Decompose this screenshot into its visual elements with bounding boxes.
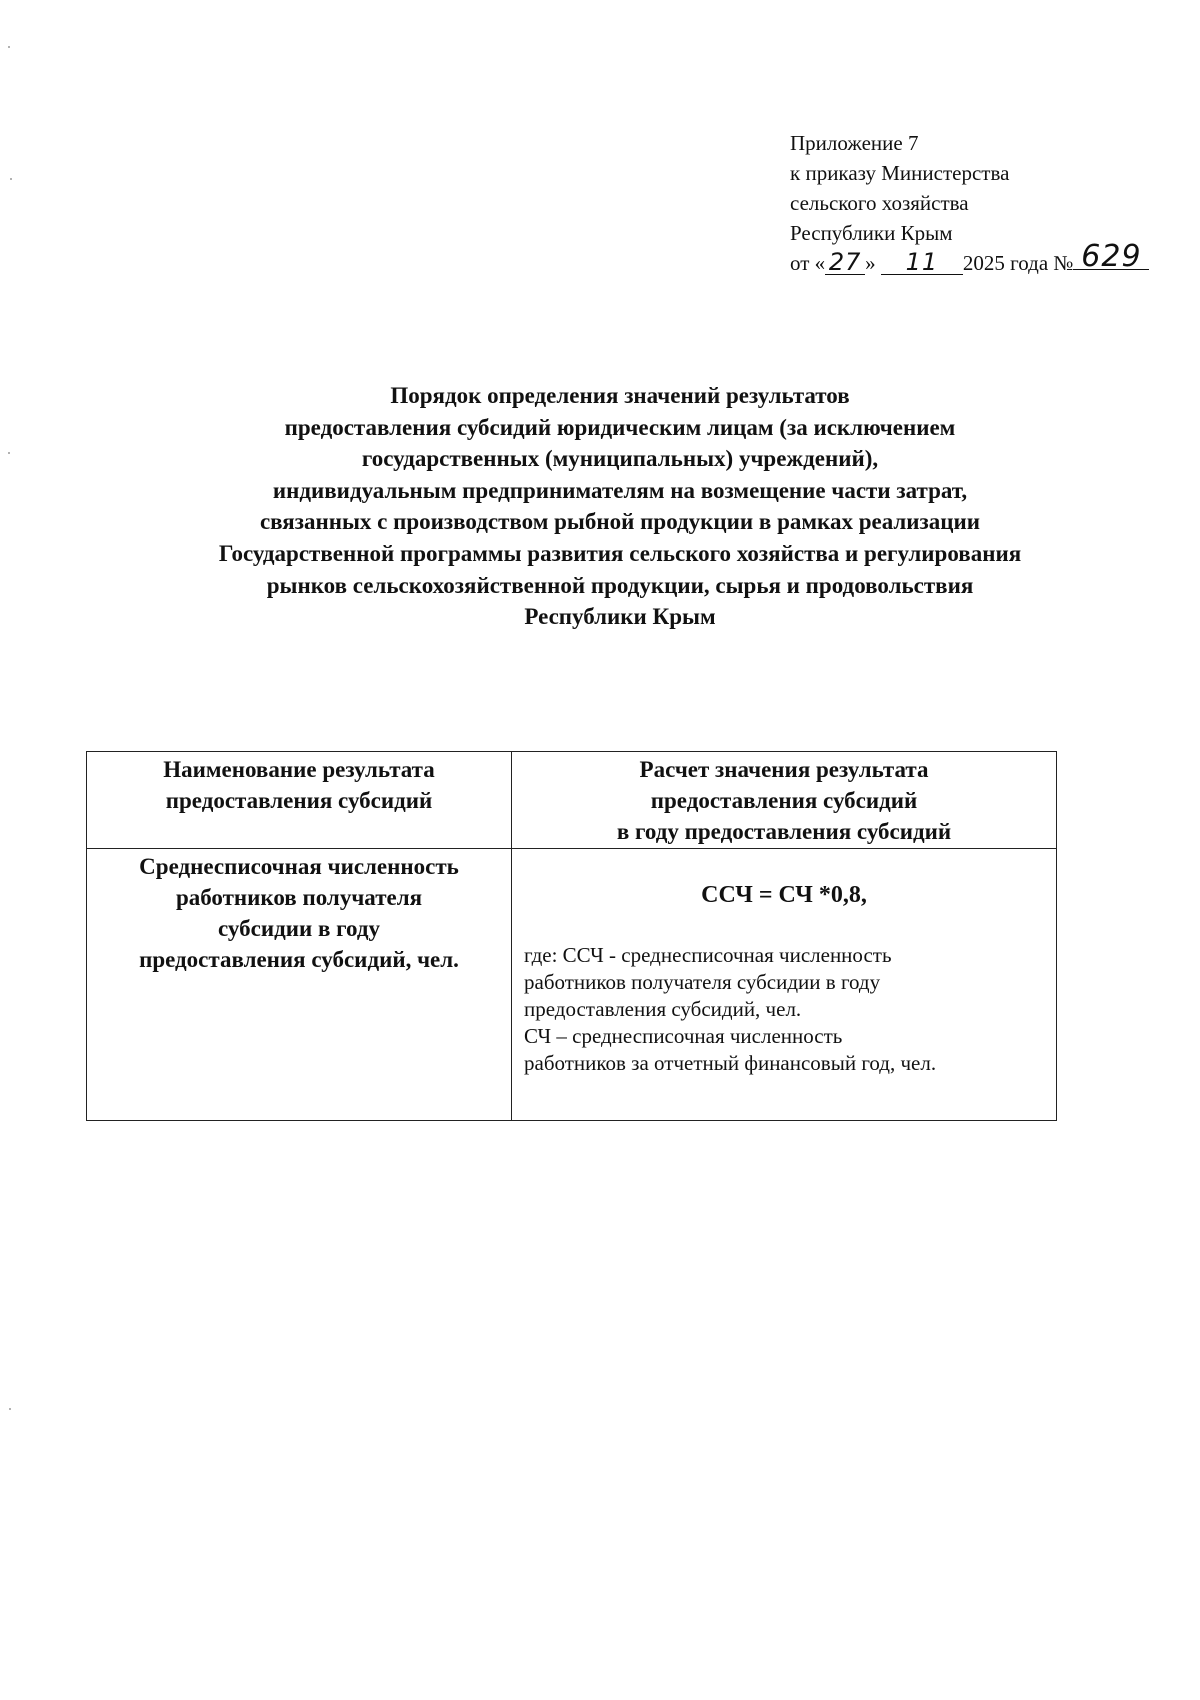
scan-speck xyxy=(8,452,10,454)
explanation-line: работников за отчетный финансовый год, чел. xyxy=(524,1051,937,1075)
header-text-line: Наименование результата xyxy=(163,757,435,782)
result-name-line: работников получателя xyxy=(175,885,423,910)
title-line: связанных с производством рыбной продукции в рамках реализации xyxy=(259,509,981,535)
appendix-date-line xyxy=(790,239,1170,278)
calculation-cell xyxy=(512,849,1057,1121)
result-name-line: субсидии в году xyxy=(218,916,380,941)
title-line: Республики Крым xyxy=(524,604,716,630)
header-text-line: в году предоставления субсидий xyxy=(616,819,952,844)
title-line: рынков сельскохозяйственной продукции, сырья и продовольствия xyxy=(266,572,974,598)
formula: ССЧ = СЧ *0,8, xyxy=(701,882,867,908)
explanation-line: предоставления субсидий, чел. xyxy=(524,997,802,1021)
appendix-republic: Республики Крым xyxy=(790,221,953,245)
explanation-line: работников получателя субсидии в году xyxy=(524,970,881,994)
appendix-number: Приложение 7 xyxy=(790,131,919,155)
title-line: индивидуальным предпринимателям на возмещение части затрат, xyxy=(272,477,968,503)
result-name-line: предоставления субсидий, чел. xyxy=(139,947,459,972)
header-text-line: Расчет значения результата xyxy=(639,757,929,782)
result-name-line: Среднесписочная численность xyxy=(139,854,459,879)
results-table xyxy=(86,751,1057,1121)
formula-explanation xyxy=(512,942,1056,1077)
order-number-handwritten: 629 xyxy=(1073,245,1149,270)
explanation-line: где: ССЧ - среднесписочная численность xyxy=(524,943,892,967)
header-text-line: предоставления субсидий xyxy=(165,788,433,813)
title-line: предоставления субсидий юридическим лицам (за исключением xyxy=(284,414,956,440)
scan-speck xyxy=(9,1408,11,1410)
header-result-name xyxy=(87,752,512,849)
date-prefix: от « xyxy=(790,251,826,275)
date-day-handwritten: 27 xyxy=(825,250,865,275)
result-name-cell xyxy=(87,849,512,1121)
table-row xyxy=(87,849,1057,1121)
header-text-line: предоставления субсидий xyxy=(650,788,918,813)
title-line: Порядок определения значений результатов xyxy=(390,383,850,408)
document-title xyxy=(80,380,1160,633)
appendix-order-ref: к приказу Министерства xyxy=(790,161,1010,185)
appendix-ministry: сельского хозяйства xyxy=(790,191,969,215)
date-year: 2025 года № xyxy=(962,251,1074,275)
scan-speck xyxy=(10,178,12,180)
header-result-calculation xyxy=(512,752,1057,849)
date-mid: » xyxy=(865,251,876,275)
date-month-handwritten: 11 xyxy=(881,250,963,275)
appendix-block xyxy=(790,128,1170,278)
table-header-row xyxy=(87,752,1057,849)
scan-speck xyxy=(8,46,10,48)
explanation-line: СЧ – среднесписочная численность xyxy=(524,1024,843,1048)
title-line: Государственной программы развития сельского хозяйства и регулирования xyxy=(218,540,1022,566)
title-line: государственных (муниципальных) учреждений), xyxy=(361,446,879,472)
